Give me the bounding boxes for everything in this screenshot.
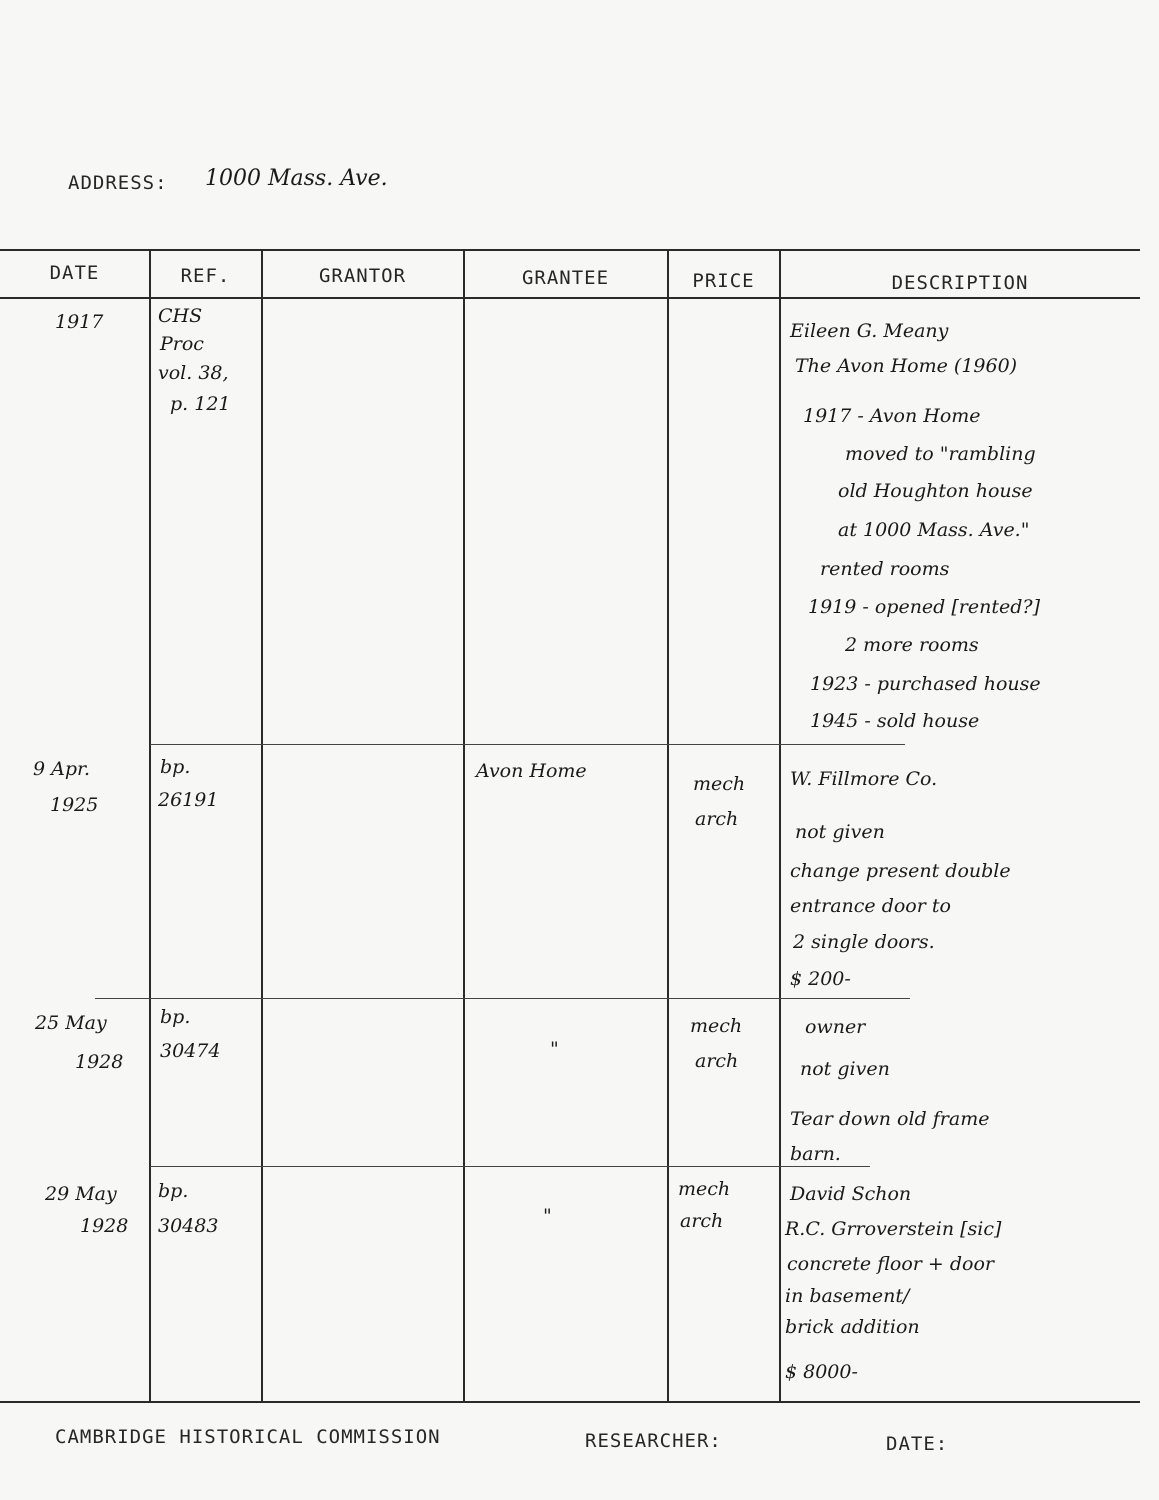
table-top-rule <box>0 249 1140 251</box>
entry-ref: p. 121 <box>170 393 231 415</box>
entry-date: 1928 <box>80 1215 129 1237</box>
entry-description-line: R.C. Grroverstein [sic] <box>785 1218 1002 1240</box>
header-bottom-rule <box>0 297 1140 299</box>
entry-description-line: old Houghton house <box>838 480 1033 502</box>
entry-description-line: Tear down old frame <box>790 1108 990 1130</box>
entry-date: 1925 <box>50 794 99 816</box>
entry-grantee: " <box>543 1205 552 1227</box>
entry-date: 1928 <box>75 1051 124 1073</box>
entry-date: 25 May <box>35 1012 107 1034</box>
entry-ref: bp. <box>160 1006 191 1028</box>
entry-ref: 30483 <box>158 1215 219 1237</box>
entry-description-line: owner <box>805 1016 866 1038</box>
footer-researcher-label: RESEARCHER: <box>585 1430 722 1452</box>
entry-description-line: not given <box>800 1058 890 1080</box>
entry-description-line: $ 200- <box>790 968 851 990</box>
header-date: DATE <box>49 262 100 284</box>
entry-ref: 26191 <box>158 789 219 811</box>
header-description: DESCRIPTION <box>891 272 1029 294</box>
entry-description-line: in basement/ <box>785 1285 910 1307</box>
entry-price: arch <box>695 1050 739 1072</box>
entry-price: mech <box>690 1015 743 1037</box>
entry-description-line: moved to "rambling <box>845 443 1036 465</box>
entry-price: arch <box>695 808 739 830</box>
entry-description-line: 2 single doors. <box>793 931 935 953</box>
header-grantee: GRANTEE <box>521 267 610 289</box>
column-rule-2 <box>261 249 263 1402</box>
column-rule-5 <box>779 249 781 1402</box>
entry-ref: bp. <box>160 756 191 778</box>
entry-ref: 30474 <box>160 1040 221 1062</box>
entry-description-line: 1917 - Avon Home <box>803 405 981 427</box>
entry-description-line: 1923 - purchased house <box>810 673 1041 695</box>
entry-description-line: brick addition <box>785 1316 920 1338</box>
entry-ref: Proc <box>160 333 204 355</box>
entry-date: 9 Apr. <box>33 758 91 780</box>
header-ref: REF. <box>180 265 231 287</box>
entry-ref: CHS <box>158 305 203 327</box>
row-separator-1 <box>150 744 905 745</box>
entry-grantee: Avon Home <box>476 760 587 782</box>
entry-description-line: $ 8000- <box>785 1361 858 1383</box>
entry-description-line: change present double <box>790 860 1011 882</box>
footer-commission: CAMBRIDGE HISTORICAL COMMISSION <box>55 1426 441 1448</box>
entry-description-line: barn. <box>790 1143 841 1165</box>
entry-date: 29 May <box>45 1183 117 1205</box>
entry-grantee: " <box>550 1038 559 1060</box>
entry-description-line: concrete floor + door <box>787 1253 994 1275</box>
row-separator-3 <box>150 1166 870 1167</box>
column-rule-4 <box>667 249 669 1402</box>
entry-description-line: Eileen G. Meany <box>790 320 949 342</box>
address-value: 1000 Mass. Ave. <box>205 166 388 191</box>
header-grantor: GRANTOR <box>318 265 407 287</box>
table-bottom-rule <box>0 1401 1140 1403</box>
entry-description-line: rented rooms <box>820 558 950 580</box>
entry-price: mech <box>678 1178 731 1200</box>
entry-ref: vol. 38, <box>158 362 229 384</box>
entry-date: 1917 <box>55 311 104 333</box>
address-label: ADDRESS: <box>68 172 168 194</box>
entry-description-line: David Schon <box>790 1183 912 1205</box>
entry-price: arch <box>680 1210 724 1232</box>
entry-description-line: The Avon Home (1960) <box>795 355 1018 377</box>
entry-description-line: not given <box>795 821 885 843</box>
column-rule-1 <box>149 249 151 1402</box>
entry-description-line: W. Fillmore Co. <box>790 768 938 790</box>
entry-description-line: 2 more rooms <box>845 634 979 656</box>
entry-description-line: 1919 - opened [rented?] <box>808 596 1040 618</box>
column-rule-3 <box>463 249 465 1402</box>
entry-price: mech <box>693 773 746 795</box>
entry-ref: bp. <box>158 1180 189 1202</box>
footer-date-label: DATE: <box>886 1433 949 1455</box>
header-price: PRICE <box>692 270 755 292</box>
entry-description-line: 1945 - sold house <box>810 710 980 732</box>
entry-description-line: at 1000 Mass. Ave." <box>838 519 1030 541</box>
entry-description-line: entrance door to <box>790 895 951 917</box>
row-separator-2 <box>95 998 910 999</box>
